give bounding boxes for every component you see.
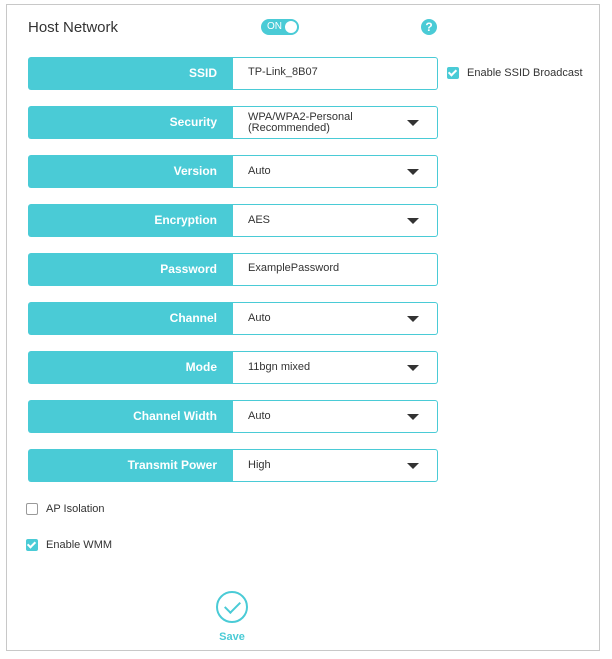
chevron-down-icon — [407, 365, 419, 371]
page-title: Host Network — [28, 19, 119, 36]
security-value: WPA/WPA2-Personal (Recommended) — [248, 110, 353, 134]
transmit-power-label: Transmit Power — [28, 449, 233, 482]
version-select[interactable] — [233, 155, 438, 188]
mode-label: Mode — [28, 351, 233, 384]
password-row — [28, 253, 438, 286]
toggle-knob — [285, 21, 297, 33]
version-row — [28, 155, 438, 188]
chevron-down-icon — [407, 414, 419, 420]
security-row — [28, 106, 438, 139]
channel-width-label: Channel Width — [28, 400, 233, 433]
transmit-power-select[interactable] — [233, 449, 438, 482]
chevron-down-icon — [407, 120, 419, 126]
enable-ssid-broadcast-checkbox[interactable] — [447, 67, 583, 79]
chevron-down-icon — [407, 218, 419, 224]
mode-value: 11bgn mixed — [248, 361, 311, 373]
encryption-select[interactable] — [233, 204, 438, 237]
encryption-value: AES — [248, 214, 271, 226]
host-network-toggle[interactable] — [261, 19, 299, 35]
ssid-label: SSID — [28, 57, 233, 90]
ssid-field[interactable] — [233, 57, 438, 90]
security-select[interactable] — [233, 106, 438, 139]
toggle-label: ON — [267, 21, 282, 32]
chevron-down-icon — [407, 463, 419, 469]
chevron-down-icon — [407, 169, 419, 175]
ap-isolation-label: AP Isolation — [46, 503, 105, 515]
ssid-input[interactable] — [248, 66, 418, 78]
checkbox-checked-icon — [26, 539, 38, 551]
ap-isolation-checkbox[interactable] — [26, 503, 105, 515]
host-network-panel — [6, 4, 600, 651]
checkbox-unchecked-icon — [26, 503, 38, 515]
help-icon[interactable]: ? — [421, 19, 437, 35]
enable-ssid-broadcast-label: Enable SSID Broadcast — [467, 67, 583, 79]
checkbox-checked-icon — [447, 67, 459, 79]
channel-label: Channel — [28, 302, 233, 335]
mode-select[interactable] — [233, 351, 438, 384]
channel-value: Auto — [248, 312, 271, 324]
check-circle-icon — [216, 591, 248, 623]
chevron-down-icon — [407, 316, 419, 322]
transmit-power-value: High — [248, 459, 271, 471]
save-button[interactable] — [214, 591, 250, 643]
password-field[interactable] — [233, 253, 438, 286]
version-label: Version — [28, 155, 233, 188]
enable-wmm-label: Enable WMM — [46, 539, 113, 551]
ssid-row — [28, 57, 438, 90]
enable-wmm-checkbox[interactable] — [26, 539, 112, 551]
encryption-row — [28, 204, 438, 237]
channel-width-select[interactable] — [233, 400, 438, 433]
version-value: Auto — [248, 165, 271, 177]
channel-width-row — [28, 400, 438, 433]
mode-row — [28, 351, 438, 384]
save-label: Save — [219, 631, 245, 643]
channel-width-value: Auto — [248, 410, 271, 422]
security-label: Security — [28, 106, 233, 139]
transmit-power-row — [28, 449, 438, 482]
encryption-label: Encryption — [28, 204, 233, 237]
password-label: Password — [28, 253, 233, 286]
channel-select[interactable] — [233, 302, 438, 335]
channel-row — [28, 302, 438, 335]
password-input[interactable] — [248, 262, 418, 274]
